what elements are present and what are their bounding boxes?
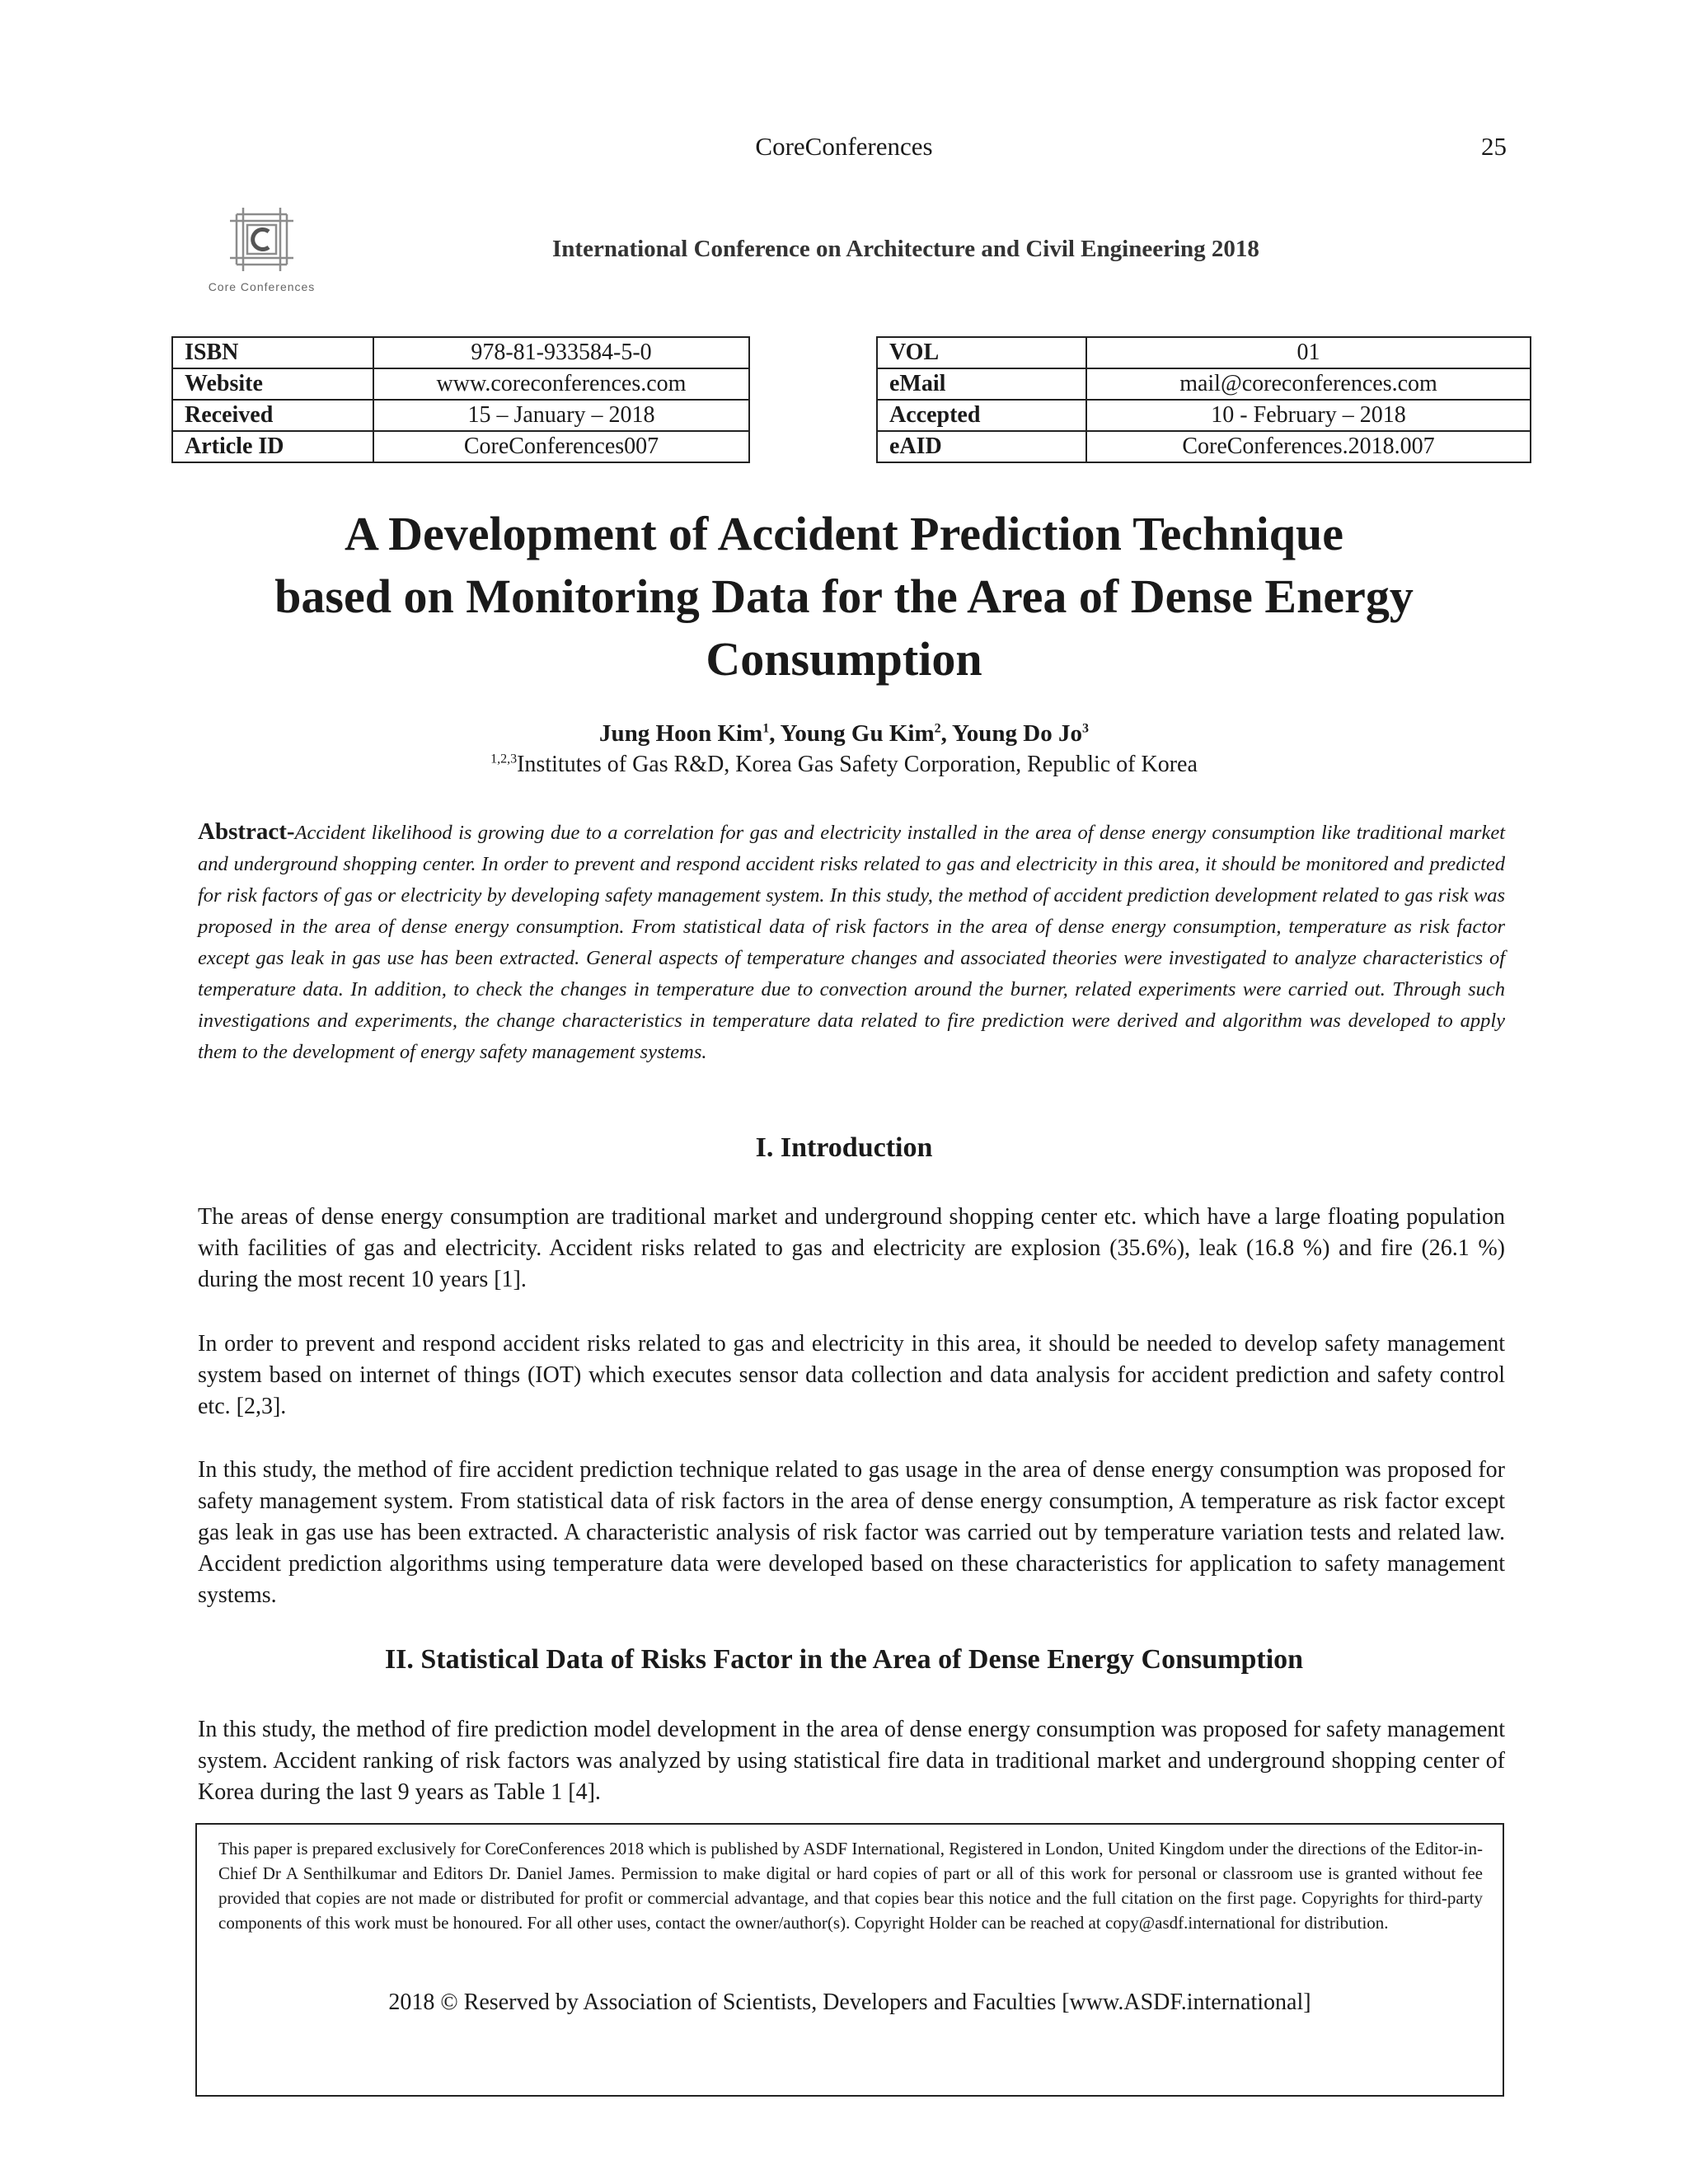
- meta-label: ISBN: [172, 337, 373, 368]
- meta-value: mail@coreconferences.com: [1086, 368, 1531, 400]
- meta-label: eAID: [877, 431, 1086, 462]
- affiliation-mark: 1,2,3: [490, 752, 518, 766]
- paragraph: In this study, the method of fire prediction model development in the area of dense energy consumption was proposed for safety management system. Accident ranking of risk factors was analyzed by using statistical fire data in traditional market and underground shopping center of Korea during the last 9 years as Table 1 [4].: [198, 1717, 1505, 1805]
- author-list: [0, 720, 1688, 748]
- author-affiliation-mark: 2: [934, 721, 941, 736]
- affiliation-text: Institutes of Gas R&D, Korea Gas Safety Corporation, Republic of Korea: [517, 752, 1198, 777]
- copyright-notice: 2018 © Reserved by Association of Scientists, Developers and Faculties [www.ASDF.international]: [388, 1990, 1311, 2015]
- author-separator: ,: [940, 720, 953, 747]
- meta-label: Website: [172, 368, 373, 400]
- metadata-table-right: [876, 336, 1531, 463]
- table-row: [172, 431, 749, 462]
- meta-value: 01: [1086, 337, 1531, 368]
- table-row: [877, 337, 1531, 368]
- title-line: Consumption: [706, 632, 982, 686]
- meta-value: www.coreconferences.com: [373, 368, 749, 400]
- paper-title: [165, 503, 1523, 691]
- author-affiliation-mark: 1: [762, 721, 770, 736]
- author-name: Jung Hoon Kim: [599, 720, 763, 747]
- meta-value: 978-81-933584-5-0: [373, 337, 749, 368]
- paragraph: The areas of dense energy consumption are traditional market and underground shopping center etc. which have a large floating population with facilities of gas and electricity. Accident risks related to gas and electricity are explosion (35.6%), leak (16.8 %) and fire (26.1 %) during the most recent 10 years [1].: [198, 1204, 1505, 1292]
- section-heading-statistical-data: II. Statistical Data of Risks Factor in the Area of Dense Energy Consumption: [384, 1644, 1304, 1675]
- abstract-label: Abstract-: [198, 818, 295, 845]
- table-row: [172, 337, 749, 368]
- table-row: [172, 400, 749, 431]
- logo-emblem-icon: [227, 204, 297, 274]
- title-line: based on Monitoring Data for the Area of Dense Energy: [274, 569, 1414, 623]
- author-separator: ,: [769, 720, 781, 747]
- page-number: 25: [1481, 132, 1507, 161]
- meta-label: eMail: [877, 368, 1086, 400]
- title-line: A Development of Accident Prediction Technique: [344, 507, 1344, 560]
- meta-label: Received: [172, 400, 373, 431]
- meta-value: CoreConferences007: [373, 431, 749, 462]
- meta-label: Article ID: [172, 431, 373, 462]
- author-name: Young Gu Kim: [780, 720, 935, 747]
- metadata-table-left: [171, 336, 750, 463]
- paragraph: In order to prevent and respond accident risks related to gas and electricity in this area, it should be needed to develop safety management system based on internet of things (IOT) which executes sensor data collection and data analysis for accident prediction and safety control etc. [2,3].: [198, 1331, 1505, 1419]
- logo-caption: Core Conferences: [208, 280, 316, 293]
- table-row: [877, 431, 1531, 462]
- table-row: [877, 400, 1531, 431]
- core-conferences-logo: [185, 204, 338, 297]
- running-title: CoreConferences: [755, 132, 933, 161]
- meta-label: VOL: [877, 337, 1086, 368]
- abstract-text: Accident likelihood is growing due to a correlation for gas and electricity installed in the area of dense energy consumption like traditional market and underground shopping center. In order to prevent and respond accident risks related to gas and electricity in this area, it should be monitored and predicted for risk factors of gas or electricity by developing safety management system. In this study, the method of accident prediction development related to gas risk was proposed in the area of dense energy consumption. From statistical data of risk factors in the area of dense energy consumption, temperature as risk factor except gas leak in gas use has been extracted. General aspects of temperature changes and associated theories were investigated to analyze characteristics of temperature data. In addition, to check the changes in temperature due to convection around the burner, related experiments were carried out. Through such investigations and experiments, the change characteristics in temperature data related to fire prediction were derived and algorithm was developed to apply them to the development of energy safety management systems.: [198, 822, 1505, 1063]
- author-affiliation-mark: 3: [1081, 721, 1089, 736]
- section-heading-introduction: I. Introduction: [755, 1132, 933, 1163]
- running-header: [0, 132, 1688, 165]
- meta-value: CoreConferences.2018.007: [1086, 431, 1531, 462]
- meta-value: 10 - February – 2018: [1086, 400, 1531, 431]
- meta-value: 15 – January – 2018: [373, 400, 749, 431]
- conference-name: International Conference on Architecture and Civil Engineering 2018: [552, 236, 1259, 262]
- table-row: [877, 368, 1531, 400]
- license-footer-box: [195, 1823, 1504, 2097]
- abstract: [198, 816, 1505, 1068]
- author-name: Young Do Jo: [952, 720, 1082, 747]
- table-row: [172, 368, 749, 400]
- affiliation: [0, 752, 1688, 778]
- meta-label: Accepted: [877, 400, 1086, 431]
- paragraph: In this study, the method of fire accident prediction technique related to gas usage in the area of dense energy consumption was proposed for safety management system. From statistical data of risk factors in the area of dense energy consumption, A temperature as risk factor except gas leak in gas use has been extracted. A characteristic analysis of risk factor was carried out by temperature variation tests and related law. Accident prediction algorithms using temperature data were developed based on these characteristics for application to safety management systems.: [198, 1457, 1505, 1608]
- license-text: This paper is prepared exclusively for CoreConferences 2018 which is published by ASDF International, Registered in London, United Kingdom under the directions of the Editor-in-Chief Dr A Senthilkumar and Editors Dr. Daniel James. Permission to make digital or hard copies of part or all of this work for personal or classroom use is granted without fee provided that copies are not made or distributed for profit or commercial advantage, and that copies bear this notice and the full citation on the first page. Copyrights for third-party components of this work must be honoured. For all other uses, contact the owner/author(s). Copyright Holder can be reached at copy@asdf.international for distribution.: [218, 1839, 1483, 1933]
